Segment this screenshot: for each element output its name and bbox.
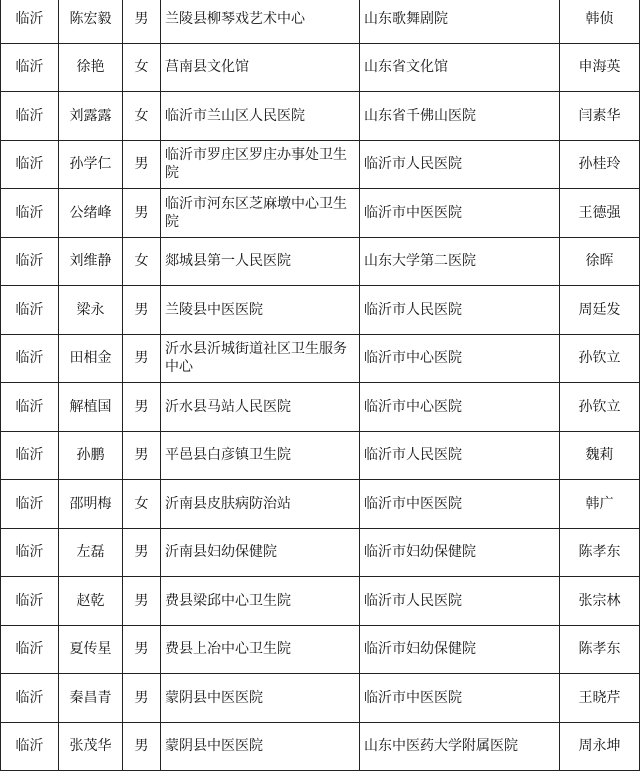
gender-cell: 男 xyxy=(123,383,161,432)
unit-cell: 沂水县马站人民医院 xyxy=(161,383,360,432)
city-cell: 临沂 xyxy=(1,722,59,771)
partner-cell: 临沂市妇幼保健院 xyxy=(360,528,560,577)
unit-cell: 临沂市河东区芝麻墩中心卫生院 xyxy=(161,189,360,238)
partner-cell: 临沂市中医医院 xyxy=(360,674,560,723)
gender-cell: 男 xyxy=(123,334,161,383)
unit-cell: 郯城县第一人民医院 xyxy=(161,237,360,286)
city-cell: 临沂 xyxy=(1,140,59,189)
gender-cell: 男 xyxy=(123,140,161,189)
mentor-cell: 徐晖 xyxy=(560,237,640,286)
unit-cell: 蒙阴县中医医院 xyxy=(161,674,360,723)
table-row xyxy=(1,431,640,480)
table-row xyxy=(1,334,640,383)
table-row xyxy=(1,674,640,723)
partner-cell: 山东大学第二医院 xyxy=(360,237,560,286)
name-cell: 徐艳 xyxy=(59,43,123,92)
gender-cell: 女 xyxy=(123,92,161,141)
city-cell: 临沂 xyxy=(1,625,59,674)
gender-cell: 男 xyxy=(123,0,161,43)
table-row xyxy=(1,528,640,577)
gender-cell: 男 xyxy=(123,722,161,771)
name-cell: 赵乾 xyxy=(59,577,123,626)
table-row xyxy=(1,383,640,432)
gender-cell: 男 xyxy=(123,674,161,723)
name-cell: 刘维静 xyxy=(59,237,123,286)
partner-cell: 临沂市中医医院 xyxy=(360,480,560,529)
unit-cell: 沂南县皮肤病防治站 xyxy=(161,480,360,529)
partner-cell: 临沂市人民医院 xyxy=(360,140,560,189)
name-cell: 张茂华 xyxy=(59,722,123,771)
table-row xyxy=(1,625,640,674)
table-row xyxy=(1,140,640,189)
mentor-cell: 王晓芹 xyxy=(560,674,640,723)
unit-cell: 临沂市罗庄区罗庄办事处卫生院 xyxy=(161,140,360,189)
name-cell: 梁永 xyxy=(59,286,123,335)
unit-cell: 莒南县文化馆 xyxy=(161,43,360,92)
name-cell: 孙鹏 xyxy=(59,431,123,480)
gender-cell: 女 xyxy=(123,480,161,529)
partner-cell: 山东省千佛山医院 xyxy=(360,92,560,141)
unit-cell: 平邑县白彦镇卫生院 xyxy=(161,431,360,480)
name-cell: 刘露露 xyxy=(59,92,123,141)
mentor-cell: 闫素华 xyxy=(560,92,640,141)
partner-cell: 山东歌舞剧院 xyxy=(360,0,560,43)
mentor-cell: 陈孝东 xyxy=(560,625,640,674)
partner-cell: 临沂市妇幼保健院 xyxy=(360,625,560,674)
gender-cell: 男 xyxy=(123,431,161,480)
name-cell: 解植国 xyxy=(59,383,123,432)
city-cell: 临沂 xyxy=(1,383,59,432)
city-cell: 临沂 xyxy=(1,480,59,529)
table-row xyxy=(1,0,640,43)
partner-cell: 临沂市人民医院 xyxy=(360,431,560,480)
gender-cell: 男 xyxy=(123,189,161,238)
mentor-cell: 孙桂玲 xyxy=(560,140,640,189)
table-row xyxy=(1,189,640,238)
gender-cell: 男 xyxy=(123,286,161,335)
name-cell: 夏传星 xyxy=(59,625,123,674)
unit-cell: 蒙阴县中医医院 xyxy=(161,722,360,771)
city-cell: 临沂 xyxy=(1,577,59,626)
unit-cell: 兰陵县柳琴戏艺术中心 xyxy=(161,0,360,43)
table-row xyxy=(1,92,640,141)
mentor-cell: 孙钦立 xyxy=(560,334,640,383)
table-row xyxy=(1,577,640,626)
city-cell: 临沂 xyxy=(1,528,59,577)
mentor-cell: 申海英 xyxy=(560,43,640,92)
name-cell: 公绪峰 xyxy=(59,189,123,238)
name-cell: 秦昌青 xyxy=(59,674,123,723)
partner-cell: 临沂市人民医院 xyxy=(360,286,560,335)
city-cell: 临沂 xyxy=(1,43,59,92)
table-row xyxy=(1,480,640,529)
partner-cell: 临沂市中心医院 xyxy=(360,383,560,432)
table-row xyxy=(1,286,640,335)
mentor-cell: 周廷发 xyxy=(560,286,640,335)
city-cell: 临沂 xyxy=(1,286,59,335)
unit-cell: 费县上冶中心卫生院 xyxy=(161,625,360,674)
mentor-cell: 张宗林 xyxy=(560,577,640,626)
mentor-cell: 周永坤 xyxy=(560,722,640,771)
gender-cell: 女 xyxy=(123,237,161,286)
mentor-cell: 魏莉 xyxy=(560,431,640,480)
partner-cell: 山东省文化馆 xyxy=(360,43,560,92)
partner-cell: 临沂市中心医院 xyxy=(360,334,560,383)
partner-cell: 临沂市中医医院 xyxy=(360,189,560,238)
city-cell: 临沂 xyxy=(1,674,59,723)
city-cell: 临沂 xyxy=(1,189,59,238)
unit-cell: 沂南县妇幼保健院 xyxy=(161,528,360,577)
table-row xyxy=(1,43,640,92)
unit-cell: 沂水县沂城街道社区卫生服务中心 xyxy=(161,334,360,383)
city-cell: 临沂 xyxy=(1,237,59,286)
unit-cell: 临沂市兰山区人民医院 xyxy=(161,92,360,141)
name-cell: 田相金 xyxy=(59,334,123,383)
name-cell: 左磊 xyxy=(59,528,123,577)
city-cell: 临沂 xyxy=(1,92,59,141)
table-row xyxy=(1,722,640,771)
partner-cell: 山东中医药大学附属医院 xyxy=(360,722,560,771)
gender-cell: 男 xyxy=(123,625,161,674)
unit-cell: 费县梁邱中心卫生院 xyxy=(161,577,360,626)
mentor-cell: 陈孝东 xyxy=(560,528,640,577)
mentor-cell: 韩广 xyxy=(560,480,640,529)
gender-cell: 男 xyxy=(123,577,161,626)
name-cell: 孙学仁 xyxy=(59,140,123,189)
city-cell: 临沂 xyxy=(1,334,59,383)
mentor-cell: 孙钦立 xyxy=(560,383,640,432)
gender-cell: 男 xyxy=(123,528,161,577)
mentor-cell: 韩侦 xyxy=(560,0,640,43)
mentor-cell: 王德强 xyxy=(560,189,640,238)
city-cell: 临沂 xyxy=(1,0,59,43)
name-cell: 陈宏毅 xyxy=(59,0,123,43)
unit-cell: 兰陵县中医医院 xyxy=(161,286,360,335)
name-cell: 邵明梅 xyxy=(59,480,123,529)
partner-cell: 临沂市人民医院 xyxy=(360,577,560,626)
city-cell: 临沂 xyxy=(1,431,59,480)
gender-cell: 女 xyxy=(123,43,161,92)
table-row xyxy=(1,237,640,286)
